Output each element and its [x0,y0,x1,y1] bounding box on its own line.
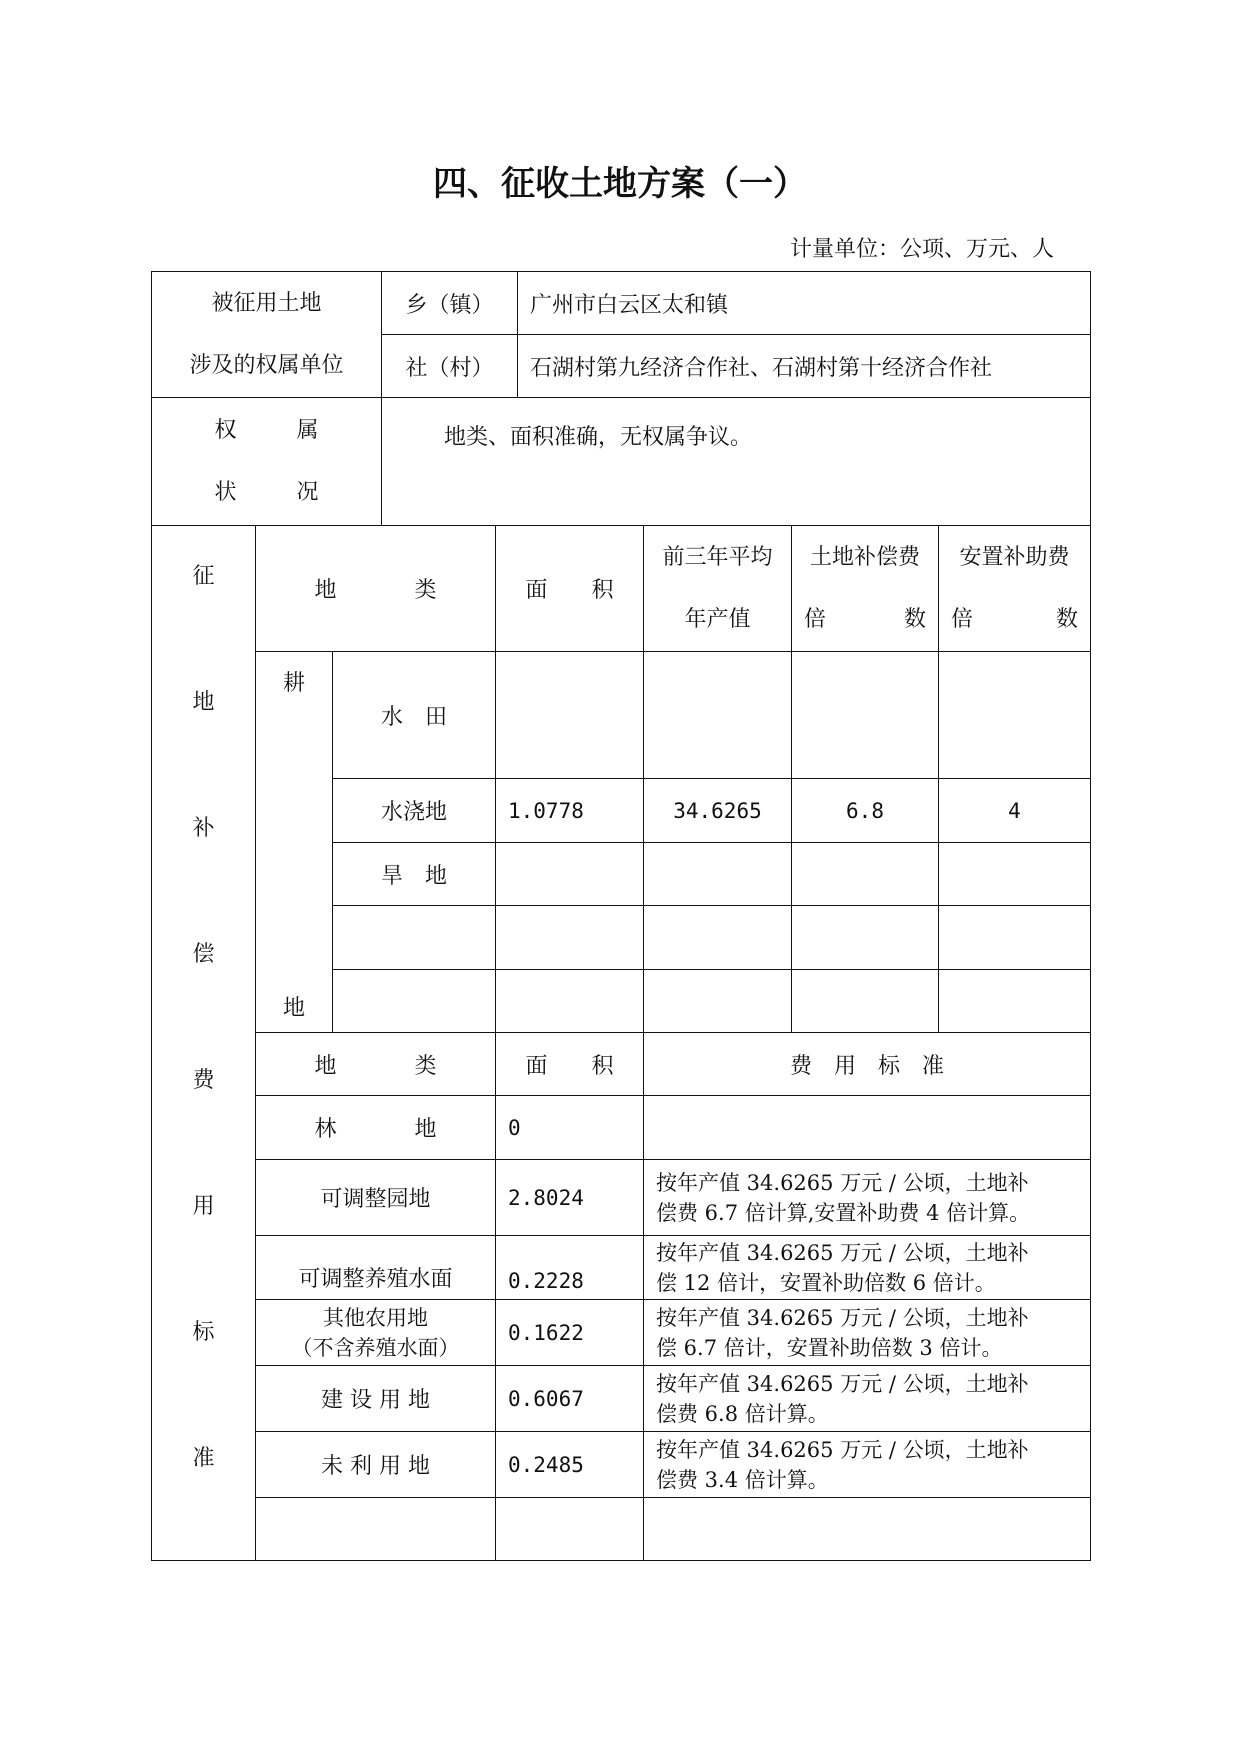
header-avg-output-line2: 年产值 [684,606,751,632]
township-value: 广州市白云区太和镇 [518,272,1091,335]
cultivated-type [333,970,496,1033]
cultivated-type: 旱 地 [333,843,496,906]
cultivated-resettle [939,843,1091,906]
ownership-label-a1: 权 [214,417,237,443]
other-area: 2.8024 [496,1160,644,1236]
other-area: 0.6067 [496,1366,644,1432]
cultivated-avg-output [644,906,792,970]
header-land-comp [792,526,939,652]
vertical-char: 偿 [192,942,215,967]
cultivated-avg-output: 34.6265 [644,779,792,843]
other-type: 可调整园地 [256,1160,496,1236]
cultivated-avg-output [644,652,792,779]
other-area: 0.2485 [496,1432,644,1498]
header-avg-output-line1: 前三年平均 [662,544,773,570]
other-type [256,1096,496,1160]
other-area: 0.2228 [496,1236,644,1300]
other-standard-line2: 偿 12 倍计，安置补助倍数 6 倍计。 [656,1270,996,1295]
other-area: 0.1622 [496,1300,644,1366]
other-type [256,1300,496,1366]
owner-unit-label [152,272,382,398]
header-land-comp-a: 倍 [804,606,827,632]
village-value: 石湖村第九经济合作社、石湖村第十经济合作社 [518,335,1091,398]
header2-land-type-b: 类 [414,1053,437,1079]
header2-area-b: 积 [591,1053,614,1079]
other-standard [644,1096,1091,1160]
header2-standard: 费 用 标 准 [644,1033,1091,1096]
other-area: 0 [496,1096,644,1160]
cultivated-type [333,906,496,970]
ownership-status-value: 地类、面积准确，无权属争议。 [382,398,1091,526]
other-standard [644,1498,1091,1561]
other-standard [644,1160,1091,1236]
cultivated-label-top: 耕 [282,671,305,696]
cultivated-land-comp: 6.8 [792,779,939,843]
cultivated-area: 1.0778 [496,779,644,843]
header-avg-output [644,526,792,652]
ownership-label-b1: 状 [214,479,237,505]
vertical-char: 用 [192,1194,215,1219]
other-standard [644,1366,1091,1432]
header2-land-type [256,1033,496,1096]
header-area [496,526,644,652]
header2-area [496,1033,644,1096]
other-standard-line2: 偿费 6.8 倍计算。 [656,1401,829,1426]
ownership-table [151,271,1091,526]
vertical-char: 标 [192,1320,215,1345]
compensation-table [151,525,1091,1561]
header-resettle-line1: 安置补助费 [959,544,1070,570]
other-standard-line1: 按年产值 34.6265 万元 / 公顷，土地补 [656,1437,1029,1462]
cultivated-land-comp [792,970,939,1033]
header-resettle-b: 数 [1055,606,1078,632]
other-type-line2: （不含养殖水面） [291,1335,460,1360]
cultivated-area [496,843,644,906]
other-area [496,1498,644,1561]
header-land-type-b: 类 [414,578,437,603]
vertical-char: 地 [192,690,215,715]
township-label: 乡（镇） [382,272,518,335]
vertical-char: 准 [192,1446,215,1471]
other-standard-line2: 偿费 3.4 倍计算。 [656,1467,829,1492]
other-type-a: 林 [314,1117,337,1142]
header-land-comp-b: 数 [903,606,926,632]
cultivated-avg-output [644,970,792,1033]
other-standard-line2: 偿 6.7 倍计，安置补助倍数 3 倍计。 [656,1335,1003,1360]
header2-land-type-a: 地 [314,1053,337,1079]
other-standard [644,1300,1091,1366]
other-standard-line1: 按年产值 34.6265 万元 / 公顷，土地补 [656,1371,1029,1396]
compensation-vertical-label [152,526,256,1561]
cultivated-label [256,652,333,1033]
ownership-status-label [152,398,382,526]
other-type: 可调整养殖水面 [256,1236,496,1300]
owner-unit-label-line2: 涉及的权属单位 [189,352,344,378]
header2-area-a: 面 [525,1053,548,1079]
other-standard-line1: 按年产值 34.6265 万元 / 公顷，土地补 [656,1305,1029,1330]
other-type [256,1498,496,1561]
cultivated-resettle: 4 [939,779,1091,843]
other-standard-line2: 偿费 6.7 倍计算,安置补助费 4 倍计算。 [656,1200,1031,1225]
cultivated-avg-output [644,843,792,906]
cultivated-land-comp [792,843,939,906]
ownership-label-a2: 属 [296,417,319,443]
vertical-char: 补 [192,816,215,841]
vertical-char: 征 [192,564,215,589]
cultivated-area [496,970,644,1033]
cultivated-type: 水 田 [333,652,496,779]
header-land-type [256,526,496,652]
other-standard [644,1236,1091,1300]
vertical-char: 费 [192,1068,215,1093]
other-standard-line1: 按年产值 34.6265 万元 / 公顷，土地补 [656,1240,1029,1265]
owner-unit-label-line1: 被征用土地 [211,290,322,316]
cultivated-resettle [939,970,1091,1033]
unit-note: 计量单位：公项、万元、人 [789,237,1054,262]
header-land-comp-line1: 土地补偿费 [809,544,920,570]
cultivated-type: 水浇地 [333,779,496,843]
header-area-a: 面 [525,578,548,603]
document-title: 四、征收土地方案（一） [433,164,807,204]
other-type-b: 地 [414,1117,437,1142]
header-resettle-a: 倍 [951,606,974,632]
cultivated-area [496,652,644,779]
header-resettle [939,526,1091,652]
header-land-type-a: 地 [314,578,337,603]
cultivated-land-comp [792,652,939,779]
village-label: 社（村） [382,335,518,398]
cultivated-land-comp [792,906,939,970]
cultivated-label-bottom: 地 [282,996,305,1021]
cultivated-resettle [939,906,1091,970]
cultivated-area [496,906,644,970]
other-standard-line1: 按年产值 34.6265 万元 / 公顷，土地补 [656,1170,1029,1195]
other-type: 未 利 用 地 [256,1432,496,1498]
other-type-line1: 其他农用地 [323,1305,428,1330]
other-type: 建 设 用 地 [256,1366,496,1432]
cultivated-resettle [939,652,1091,779]
other-standard [644,1432,1091,1498]
header-area-b: 积 [591,578,614,603]
ownership-label-b2: 况 [296,479,319,505]
